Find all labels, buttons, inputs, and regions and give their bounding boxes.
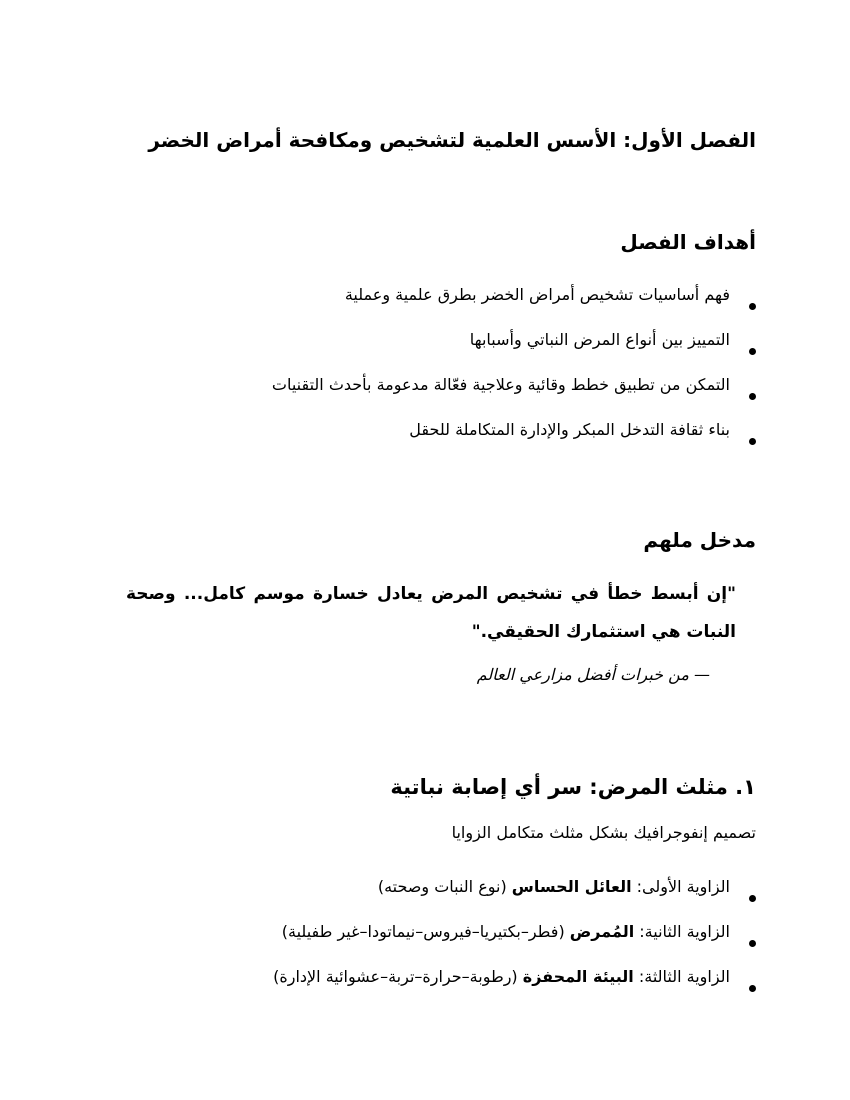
goals-list [80, 283, 756, 463]
chapter-title: الفصل الأول: الأسس العلمية لتشخيص ومكافحة أمراض الخضر [148, 128, 756, 152]
angle-item [80, 875, 756, 920]
goal-item [80, 283, 756, 328]
angle-detail: (نوع النبات وصحته) [377, 877, 512, 896]
bullet-icon [749, 348, 756, 355]
angle-prefix: الزاوية الثالثة: [633, 967, 730, 986]
goal-text: التمييز بين أنواع المرض النباتي وأسبابها [469, 330, 730, 349]
goal-item [80, 418, 756, 463]
goal-text: التمكن من تطبيق خطط وقائية وعلاجية فعّالة مدعومة بأحدث التقنيات [271, 375, 730, 394]
angle-term: العائل الحساس [511, 877, 632, 896]
angle-item [80, 920, 756, 965]
bullet-icon [749, 895, 756, 902]
quote-attribution: — من خبرات أفضل مزارعي العالم [476, 665, 710, 684]
angle-term: البيئة المحفزة [522, 967, 634, 986]
bullet-icon [749, 985, 756, 992]
disease-triangle-heading: ١. مثلث المرض: سر أي إصابة نباتية [390, 775, 756, 799]
bullet-icon [749, 303, 756, 310]
intro-heading: مدخل ملهم [643, 528, 756, 552]
angle-item [80, 965, 756, 1010]
goal-item [80, 373, 756, 418]
goals-heading: أهداف الفصل [620, 230, 756, 254]
bullet-icon [749, 438, 756, 445]
triangle-angles-list [80, 875, 756, 1010]
angle-prefix: الزاوية الثانية: [634, 922, 730, 941]
angle-detail: (فطر–بكتيريا–فيروس–نيماتودا–غير طفيلية) [281, 922, 570, 941]
angle-term: المُمرض [569, 922, 635, 941]
goal-text: بناء ثقافة التدخل المبكر والإدارة المتكاملة للحقل [409, 420, 730, 439]
goal-item [80, 328, 756, 373]
bullet-icon [749, 393, 756, 400]
infographic-subtitle: تصميم إنفوجرافيك بشكل مثلث متكامل الزوايا [451, 823, 756, 842]
bullet-icon [749, 940, 756, 947]
goal-text: فهم أساسيات تشخيص أمراض الخضر بطرق علمية وعملية [344, 285, 730, 304]
inspirational-quote: "إن أبسط خطأ في تشخيص المرض يعادل خسارة موسم كامل... وصحة النبات هي استثمارك الحقيقي." [126, 584, 736, 642]
angle-detail: (رطوبة–حرارة–تربة–عشوائية الإدارة) [273, 967, 523, 986]
angle-prefix: الزاوية الأولى: [631, 877, 730, 896]
